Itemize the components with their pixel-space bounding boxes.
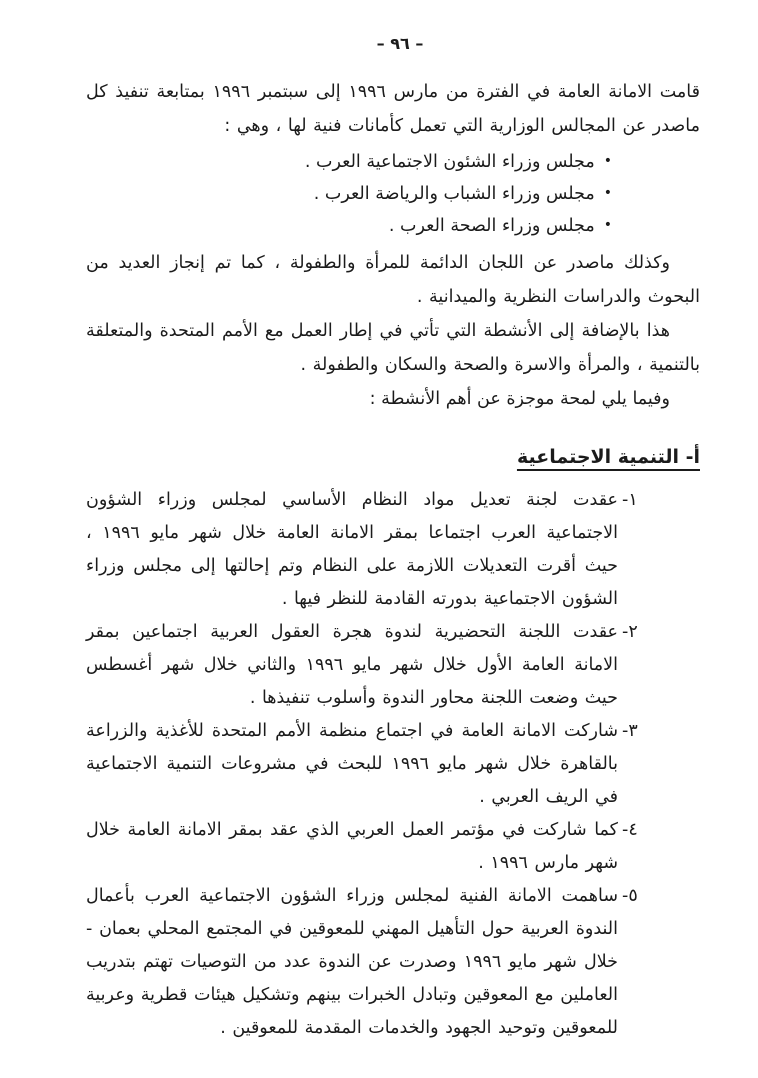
bullet-icon: • xyxy=(603,153,612,169)
council-list-item xyxy=(86,178,612,210)
council-list-item-text: مجلس وزراء الشباب والرياضة العرب . xyxy=(313,184,595,204)
activity-item-text: عقدت لجنة تعديل مواد النظام الأساسي لمجلس وزراء الشؤون الاجتماعية العرب اجتماعا بمقر الامانة العامة خلال شهر مايو ١٩٩٦ ، حيث أقرت التعديلات اللازمة على النظام وتم إحالتها إلى مجلس وزراء الشؤون الاجتماعية بدورته القادمة للنظر فيها . xyxy=(86,490,618,609)
intro-paragraph: قامت الامانة العامة في الفترة من مارس ١٩٩٦ إلى سبتمبر ١٩٩٦ بمتابعة تنفيذ كل ماصدر عن المجالس الوزارية التي تعمل كأمانات فنية لها ، وهي : xyxy=(86,82,701,136)
section-heading-social-development: أ- التنمية الاجتماعية xyxy=(516,446,700,468)
activity-list-item xyxy=(86,880,700,1045)
bullet-icon: • xyxy=(603,185,612,201)
un-framework-paragraph: هذا بالإضافة إلى الأنشطة التي تأتي في إطار العمل مع الأمم المتحدة والمتعلقة بالتنمية ، والمرأة والاسرة والصحة والسكان والطفولة . xyxy=(86,321,700,375)
activities-lead-in-line: وفيما يلي لمحة موجزة عن أهم الأنشطة : xyxy=(369,389,670,409)
activity-list-item xyxy=(86,616,700,715)
council-list-item xyxy=(86,210,612,242)
activity-list-item xyxy=(86,814,700,880)
activity-item-number: ٥- xyxy=(622,886,638,906)
activity-item-text: عقدت اللجنة التحضيرية لندوة هجرة العقول العربية اجتماعين بمقر الامانة العامة الأول خلال شهر مايو ١٩٩٦ والثاني خلال شهر أغسطس حيث وضعت اللجنة محاور الندوة وأسلوب تنفيذها . xyxy=(86,622,618,708)
activity-item-number: ٤- xyxy=(622,820,638,840)
activities-numbered-list xyxy=(86,484,700,1045)
activity-list-item xyxy=(86,715,700,814)
page-number: – ٩٦ – xyxy=(376,34,424,53)
council-list-item xyxy=(86,146,612,178)
activity-item-text: كما شاركت في مؤتمر العمل العربي الذي عقد بمقر الامانة العامة خلال شهر مارس ١٩٩٦ . xyxy=(86,820,618,873)
activity-item-number: ١- xyxy=(622,490,638,510)
council-list-item-text: مجلس وزراء الصحة العرب . xyxy=(388,216,595,236)
activity-item-number: ٣- xyxy=(622,721,638,741)
activity-item-text: شاركت الامانة العامة في اجتماع منظمة الأمم المتحدة للأغذية والزراعة بالقاهرة خلال شهر مايو ١٩٩٦ للبحث في مشروعات التنمية الاجتماعية في الريف العربي . xyxy=(86,721,618,807)
ministerial-councils-list xyxy=(86,146,700,242)
activity-list-item xyxy=(86,484,700,616)
council-list-item-text: مجلس وزراء الشئون الاجتماعية العرب . xyxy=(304,152,595,172)
activity-item-number: ٢- xyxy=(622,622,638,642)
activity-item-text: ساهمت الامانة الفنية لمجلس وزراء الشؤون الاجتماعية العرب بأعمال الندوة العربية حول التأهيل المهني للمعوقين في المجتمع المحلي بعمان - خلال شهر مايو ١٩٩٦ وصدرت عن الندوة عدد من التوصيات تهتم بتدريب العاملين مع المعوقين وتبادل الخبرات بينهم وتشكيل هيئات قطرية وعربية للمعوقين وتوحيد الجهود والخدمات المقدمة للمعوقين . xyxy=(86,886,618,1038)
bullet-icon: • xyxy=(603,217,612,233)
standing-committees-paragraph: وكذلك ماصدر عن اللجان الدائمة للمرأة والطفولة ، كما تم إنجاز العديد من البحوث والدراسات النظرية والميدانية . xyxy=(86,253,700,307)
